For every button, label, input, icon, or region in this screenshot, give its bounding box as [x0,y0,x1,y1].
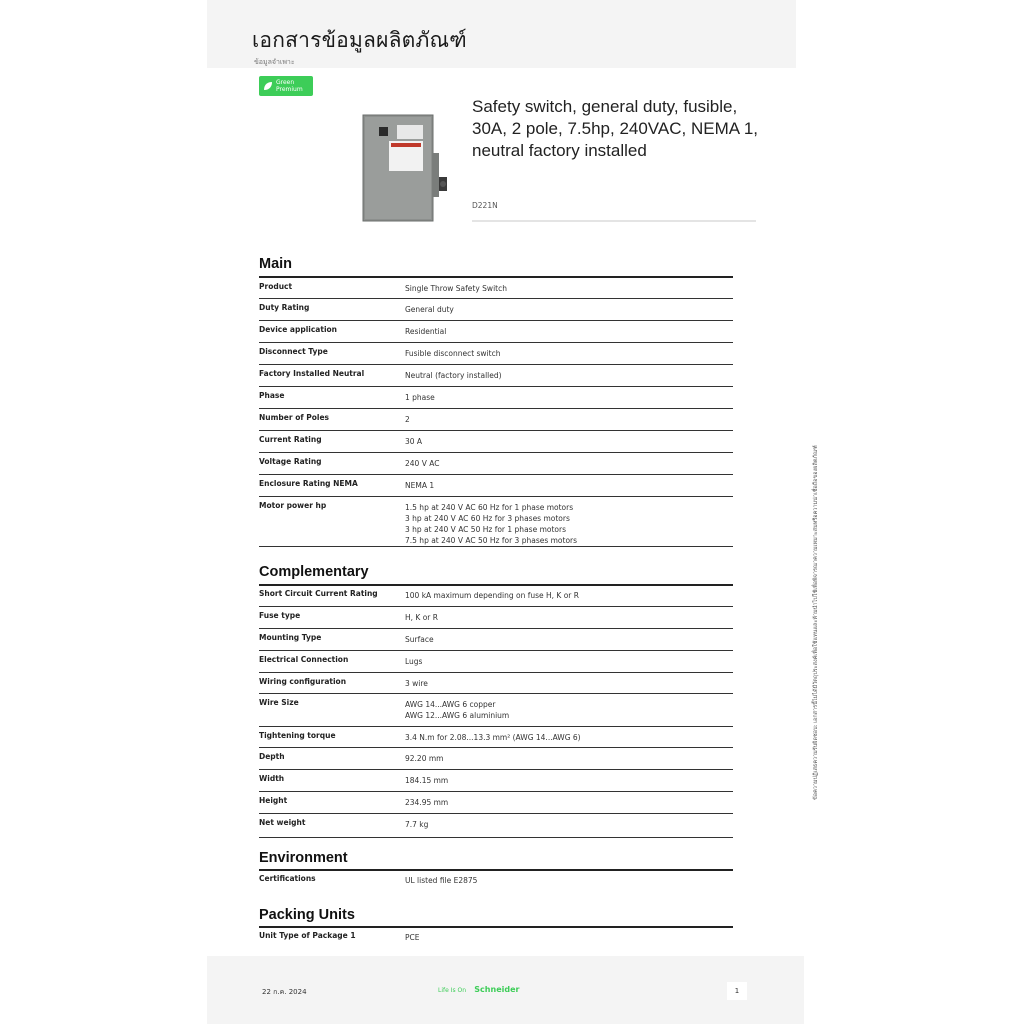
spec-row [259,748,733,770]
spec-label: Product [259,282,293,291]
spec-row [259,585,733,607]
spec-row [259,365,733,387]
spec-row [259,651,733,673]
spec-label: Wire Size [259,698,299,707]
spec-label: Fuse type [259,611,301,620]
spec-row [259,278,733,299]
spec-value: PCE [405,933,420,942]
spec-label: Mounting Type [259,633,322,642]
spec-row [259,453,733,475]
page-subtitle: ข้อมูลจำเพาะ [254,58,295,66]
spec-value: 2 [405,415,410,424]
spec-row [259,694,733,727]
spec-row [259,673,733,694]
spec-value: 7.7 kg [405,820,429,829]
spec-value: 3.4 N.m for 2.08...13.3 mm² (AWG 14...AWG 6) [405,733,581,742]
spec-label: Motor power hp [259,501,327,510]
footer-brand [438,985,519,994]
spec-value: 1.5 hp at 240 V AC 60 Hz for 1 phase motors 3 hp at 240 V AC 60 Hz for 3 phases motors 3 hp at 240 V AC 50 Hz for 1 phase motors 7.5 hp at 240 V AC 50 Hz for 3 phases motors [405,503,578,545]
spec-label: Current Rating [259,435,322,444]
spec-row [259,409,733,431]
spec-label: Net weight [259,818,306,827]
spec-value: UL listed file E2875 [405,876,478,885]
spec-label: Enclosure Rating NEMA [259,479,358,488]
spec-value: 184.15 mm [405,776,449,785]
spec-label: Phase [259,391,285,400]
spec-row [259,792,733,814]
page-title: เอกสารข้อมูลผลิตภัณฑ์ [252,28,467,52]
spec-label: Tightening torque [259,731,336,740]
spec-label: Device application [259,325,338,334]
spec-row [259,431,733,453]
spec-value: 30 A [405,437,423,446]
spec-value: 100 kA maximum depending on fuse H, K or R [405,591,579,600]
green-premium-badge [259,76,313,96]
spec-row [259,299,733,321]
badge-line-1: Green [276,79,295,86]
spec-row [259,927,733,948]
spec-label: Voltage Rating [259,457,322,466]
spec-label: Height [259,796,288,805]
spec-value: Residential [405,327,447,336]
spec-value: H, K or R [405,613,438,622]
spec-row [259,870,733,891]
section-heading-environment: Environment [259,850,348,866]
spec-value: General duty [405,305,454,314]
spec-label: Unit Type of Package 1 [259,931,356,940]
spec-value: Single Throw Safety Switch [405,284,507,293]
leaf-icon [262,80,274,92]
spec-row [259,497,733,547]
spec-value: Neutral (factory installed) [405,371,502,380]
page-number: 1 [727,982,747,1000]
spec-row [259,814,733,838]
product-title: Safety switch, general duty, fusible, 30A, 2 pole, 7.5hp, 240VAC, NEMA 1, neutral factory installed [472,97,759,160]
spec-value: 3 wire [405,679,428,688]
spec-label: Depth [259,752,285,761]
spec-label: Short Circuit Current Rating [259,589,378,598]
spec-value: 240 V AC [405,459,440,468]
spec-row [259,321,733,343]
spec-value: NEMA 1 [405,481,435,490]
spec-label: Disconnect Type [259,347,328,356]
product-divider [472,220,756,222]
spec-row [259,607,733,629]
side-disclaimer: ข้อความปฏิเสธความรับผิดชอบ: เอกสารนี้ไม่ได้มีวัตถุประสงค์เพื่อใช้แทนและห้ามนำไปใช้เพื่อพิจารณาความเหมาะสมหรือความน่าเชื่อถือของผลิตภัณฑ์ [813,445,819,800]
life-is-on-text: Life Is On [438,987,467,994]
spec-value: 234.95 mm [405,798,449,807]
spec-row [259,387,733,409]
spec-label: Electrical Connection [259,655,349,664]
spec-label: Wiring configuration [259,677,347,686]
badge-line-2: Premium [276,86,303,93]
section-heading-packing: Packing Units [259,907,355,923]
spec-value: 1 phase [405,393,435,402]
section-heading-complementary: Complementary [259,564,369,580]
product-reference: D221N [472,201,498,210]
spec-label: Width [259,774,285,783]
section-heading-main: Main [259,256,293,272]
spec-label: Duty Rating [259,303,310,312]
spec-row [259,770,733,792]
spec-label: Number of Poles [259,413,329,422]
spec-value: AWG 14...AWG 6 copper AWG 12...AWG 6 aluminium [405,700,510,720]
spec-label: Factory Installed Neutral [259,369,365,378]
product-image [361,113,457,225]
spec-value: 92.20 mm [405,754,444,763]
spec-row [259,629,733,651]
spec-value: Surface [405,635,434,644]
spec-label: Certifications [259,874,316,883]
footer-date: 22 ก.ค. 2024 [262,988,307,996]
spec-row [259,343,733,365]
spec-row [259,727,733,748]
spec-value: Fusible disconnect switch [405,349,501,358]
schneider-logo: Schneider [474,985,520,994]
spec-value: Lugs [405,657,423,666]
spec-row [259,475,733,497]
